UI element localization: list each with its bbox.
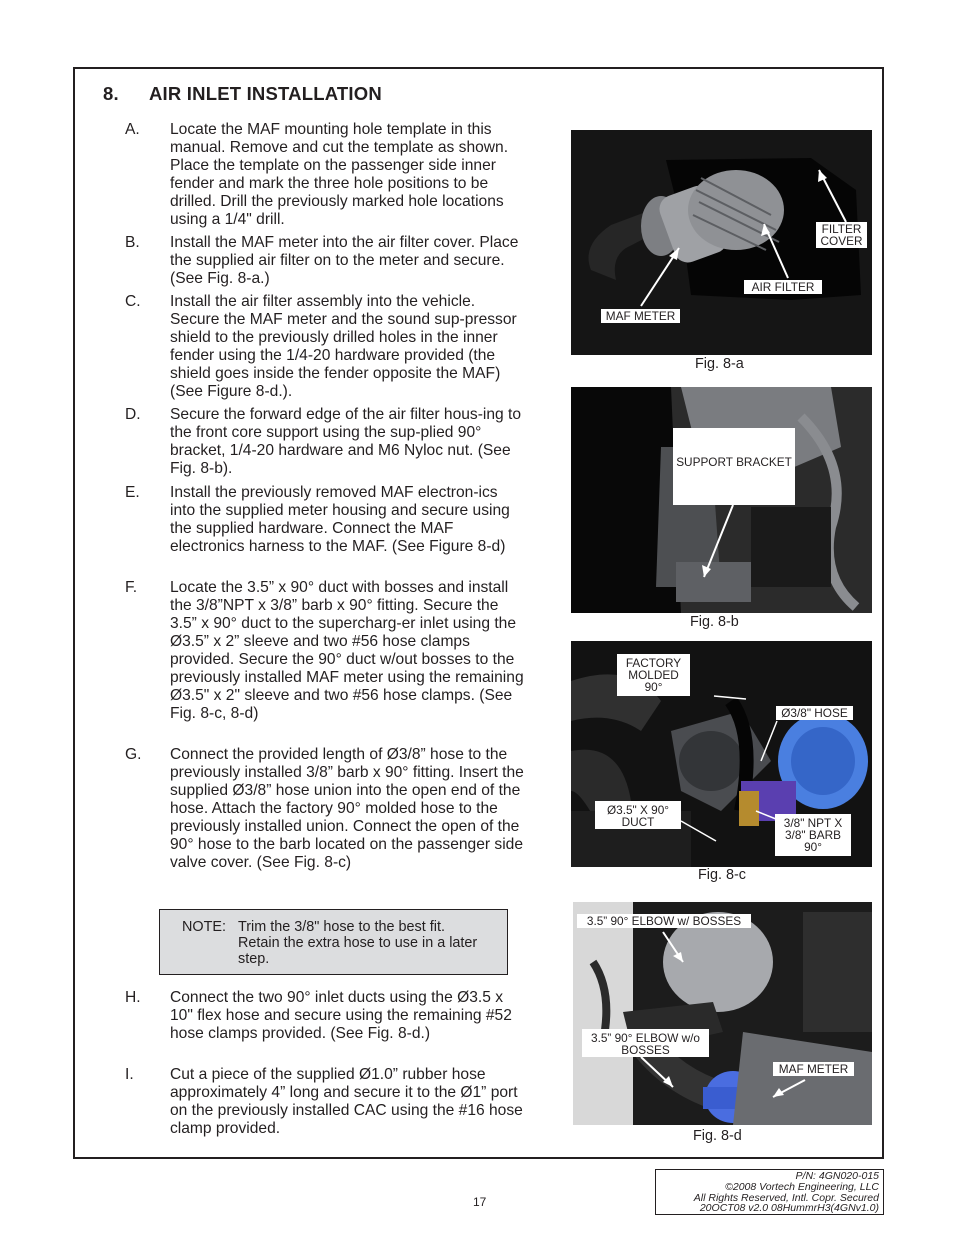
figure-8c-caption: Fig. 8-c: [698, 867, 746, 883]
note-box: [159, 909, 508, 975]
step-letter: F.: [125, 579, 138, 596]
label-support-bracket: SUPPORT BRACKET: [673, 428, 795, 505]
figure-8d-caption: Fig. 8-d: [693, 1128, 742, 1144]
footer-version: 20OCT08 v2.0 08HummrH3(4GNv1.0): [699, 1202, 879, 1215]
step-letter: H.: [125, 989, 141, 1006]
step-text: Install the air filter assembly into the vehicle. Secure the MAF meter and the sound sup-pressor shield to the previously drilled holes in the inner fender using the 1/4-20 hardware provided (the shield goes inside the fender opposite the MAF) (See Figure 8-d.).: [170, 293, 517, 400]
label-npt: 3/8" NPT X 3/8" BARB 90°: [775, 814, 851, 856]
step-letter: D.: [125, 406, 141, 423]
step-text: Connect the provided length of Ø3/8” hose to the previously installed 3/8” barb x 90° fitting. Insert the supplied Ø3/8” hose union into the open end of the hose. Attach the factory 90° molded hose to the previously installed union. Connect the open of the 90° hose to the barb located on the passenger side valve cover. (See Fig. 8-c): [170, 746, 524, 871]
step-text: Secure the forward edge of the air filter hous-ing to the front core support using the sup-plied 90° bracket, 1/4-20 hardware and M6 Nyloc nut. (See Fig. 8-b).: [170, 406, 522, 477]
note-label: NOTE:: [182, 919, 226, 935]
step-letter: B.: [125, 234, 140, 251]
figure-8a-caption: Fig. 8-a: [695, 356, 744, 372]
step-letter: C.: [125, 293, 141, 310]
step-text: Install the previously removed MAF electron-ics into the supplied meter housing and secure using the supplied hardware. Connect the MAF electronics harness to the MAF. (See Figure 8-d): [170, 484, 510, 555]
footer-part-number: P/N: 4GN020-015: [795, 1170, 879, 1182]
footer-rights: All Rights Reserved, Intl. Copr. Secured: [693, 1191, 879, 1204]
label-hose: Ø3/8" HOSE: [776, 706, 853, 720]
section-title: AIR INLET INSTALLATION: [149, 83, 382, 104]
figure-8b-caption: Fig. 8-b: [690, 614, 739, 630]
page-number: 17: [473, 1195, 487, 1209]
step-letter: E.: [125, 484, 140, 501]
step-text: Cut a piece of the supplied Ø1.0” rubber hose approximately 4” long and secure it to the Ø1” port on the previously installed CAC using the #16 hose clamp provided.: [170, 1066, 523, 1137]
label-elbow-bosses: 3.5” 90° ELBOW w/ BOSSES: [577, 914, 751, 928]
step-text: Connect the two 90° inlet ducts using the Ø3.5 x 10" flex hose and secure using the remaining #52 hose clamps provided. (See Fig. 8-d.): [170, 989, 512, 1042]
label-duct: Ø3.5" X 90° DUCT: [595, 801, 681, 829]
label-elbow-no-bosses: 3.5” 90° ELBOW w/o BOSSES: [582, 1029, 709, 1057]
section-heading: [103, 83, 382, 105]
label-factory-molded: FACTORY MOLDED 90°: [617, 654, 690, 696]
step-text: Install the MAF meter into the air filter cover. Place the supplied air filter on to the meter and secure. (See Fig. 8-a.): [170, 234, 519, 287]
label-maf-meter: MAF METER: [601, 309, 680, 323]
note-text: Trim the 3/8" hose to the best fit. Retain the extra hose to use in a later step.: [238, 919, 478, 967]
step-letter: G.: [125, 746, 142, 763]
footer-copyright: ©2008 Vortech Engineering, LLC: [725, 1180, 879, 1193]
label-maf-meter-d: MAF METER: [773, 1062, 854, 1076]
step-letter: I.: [125, 1066, 134, 1083]
step-text: Locate the MAF mounting hole template in this manual. Remove and cut the template as shown. Place the template on the passenger side inner fender and mark the three hole positions to be drilled. Drill the previously marked hole locations using a 1/4" drill.: [170, 121, 509, 228]
section-number: 8.: [103, 83, 119, 104]
step-text: Locate the 3.5” x 90° duct with bosses and install the 3/8”NPT x 3/8” barb x 90° fitting. Secure the 3.5” x 90° duct to the supercharg-er inlet using the Ø3.5” x 2” sleeve and two #56 hose clamps provided. Secure the 90° duct w/out bosses to the previously installed MAF meter using the remaining Ø3.5" x 2" sleeve and two #56 hose clamps. (See Fig. 8-c, 8-d): [170, 579, 524, 722]
footer-box: [655, 1169, 884, 1215]
figure-8d-photo: [573, 902, 872, 1125]
step-letter: A.: [125, 121, 140, 138]
label-air-filter: AIR FILTER: [744, 280, 822, 294]
label-filter-cover: FILTER COVER: [816, 222, 867, 248]
